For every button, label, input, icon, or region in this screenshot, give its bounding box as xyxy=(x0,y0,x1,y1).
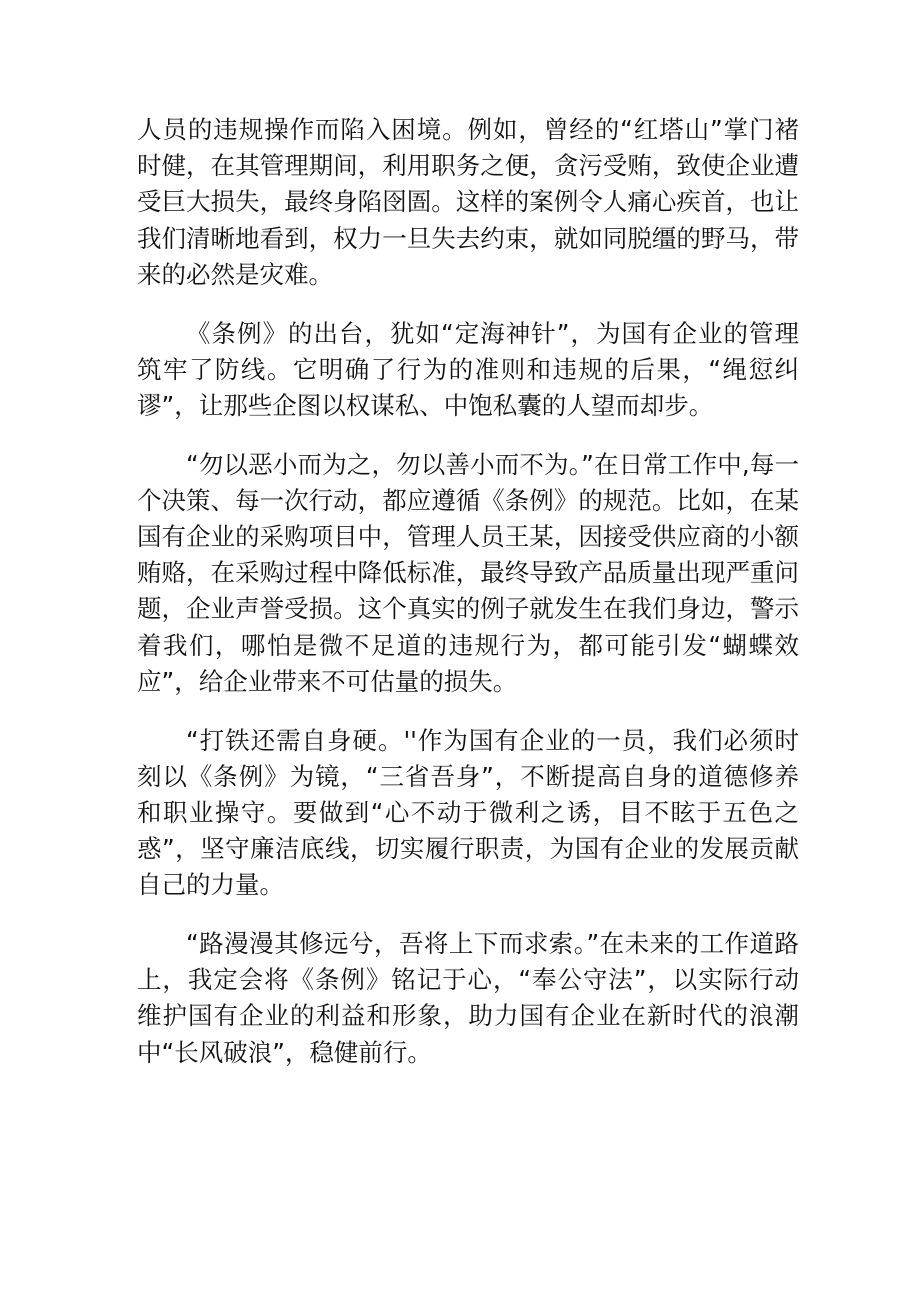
paragraph-1: 人员的违规操作而陷入困境。例如，曾经的“红塔山”掌门褚时健，在其管理期间，利用职务之便，贪污受贿，致使企业遭受巨大损失，最终身陷囹圄。这样的案例令人痛心疾首，也让我们清晰地看到，权力一旦失去约束，就如同脱缰的野马，带来的必然是灾难。 xyxy=(137,115,799,289)
paragraph-3: “勿以恶小而为之，勿以善小而不为。”在日常工作中,每一个决策、每一次行动，都应遵循《条例》的规范。比如，在某国有企业的采购项目中，管理人员王某，因接受供应商的小额贿赂，在采购过程中降低标准，最终导致产品质量出现严重问题，企业声誉受损。这个真实的例子就发生在我们身边，警示着我们，哪怕是微不足道的违规行为，都可能引发“蝴蝶效应”，给企业带来不可估量的损失。 xyxy=(137,449,799,696)
paragraph-5: “路漫漫其修远兮，吾将上下而求索。”在未来的工作道路上，我定会将《条例》铭记于心，“奉公守法”，以实际行动维护国有企业的利益和形象，助力国有企业在新时代的浪潮中“长风破浪”，稳健前行。 xyxy=(137,929,799,1067)
paragraph-4: “打铁还需自身硬。''作为国有企业的一员，我们必须时刻以《条例》为镜，“三省吾身”，不断提高自身的道德修养和职业操守。要做到“心不动于微利之诱，目不眩于五色之惑”，坚守廉洁底线，切实履行职责，为国有企业的发展贡献自己的力量。 xyxy=(137,725,799,900)
document-page xyxy=(137,112,799,1093)
paragraph-2: 《条例》的出台，犹如“定海神针”，为国有企业的管理筑牢了防线。它明确了行为的准则和违规的后果，“绳愆纠谬”，让那些企图以权谋私、中饱私囊的人望而却步。 xyxy=(137,318,799,420)
